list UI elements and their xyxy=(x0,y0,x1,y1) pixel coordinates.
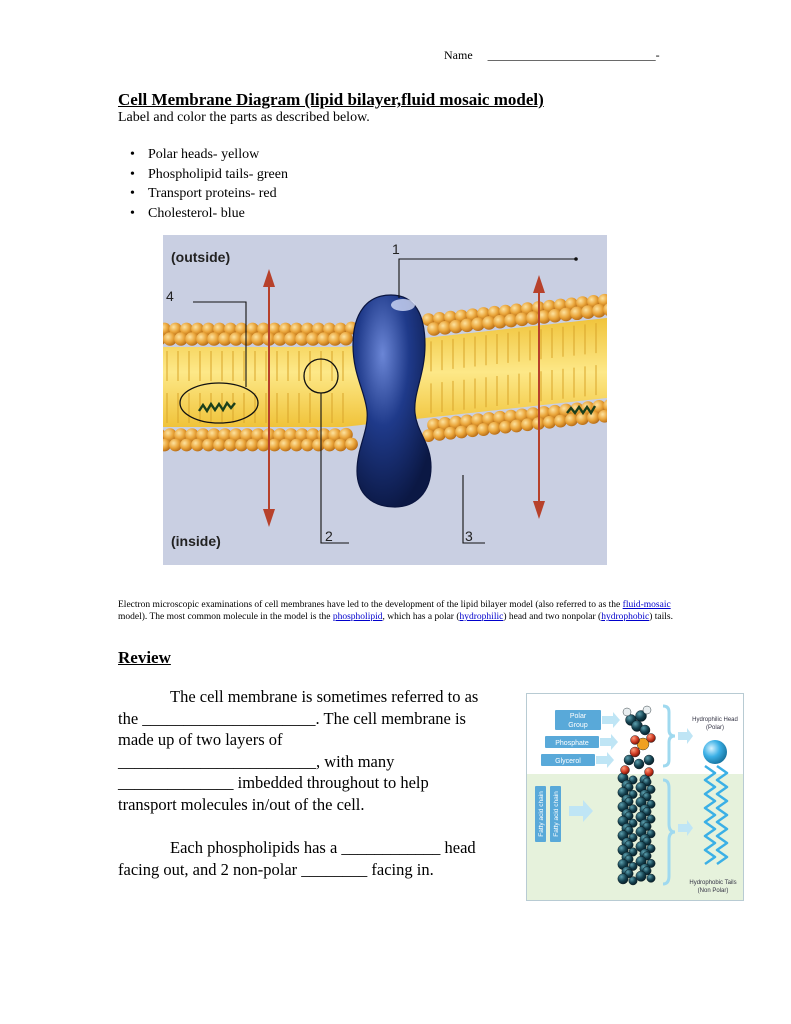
atom xyxy=(647,874,655,882)
name-line xyxy=(444,48,660,63)
caption-paragraph xyxy=(118,599,678,623)
instructions: Label and color the parts as described below. xyxy=(118,110,370,125)
callout-number-4: 4 xyxy=(166,288,174,304)
glycerol-label xyxy=(541,754,595,766)
review-spacer xyxy=(118,816,518,838)
caption-text: model). The most common molecule in the model is the xyxy=(118,612,333,623)
page-title: Cell Membrane Diagram (lipid bilayer,fluid mosaic model) xyxy=(118,90,544,109)
polar-head xyxy=(279,439,292,452)
atom xyxy=(643,706,651,714)
polar-head xyxy=(312,439,325,452)
atom xyxy=(640,725,650,735)
polar-head xyxy=(554,415,567,428)
atom xyxy=(618,874,628,884)
phospholipid-illustration xyxy=(527,694,743,900)
polar-head xyxy=(466,424,479,437)
hydrophobic-tails-label: Hydrophobic Tails xyxy=(689,880,737,886)
polar-head xyxy=(235,439,248,452)
phospholipid-diagram xyxy=(526,693,744,901)
review-line: Each phospholipids has a ____________ head xyxy=(170,838,476,858)
polar-head xyxy=(202,439,215,452)
atom xyxy=(644,755,654,765)
review-line: ________________________, with many xyxy=(118,751,395,771)
review-line: ______________ imbedded throughout to help xyxy=(118,773,429,793)
membrane-illustration xyxy=(163,235,607,565)
polar-head xyxy=(510,420,523,433)
name-blank: ____________________________- xyxy=(487,48,660,62)
review-text xyxy=(118,686,518,880)
polar-head xyxy=(339,332,353,346)
review-heading: Review xyxy=(118,648,171,667)
svg-text:Fatty acid chain: Fatty acid chain xyxy=(553,791,560,837)
review-line: facing out, and 2 non-polar ________ facing in. xyxy=(118,859,434,879)
atom xyxy=(647,734,656,743)
polar-head xyxy=(290,439,303,452)
svg-text:Glycerol: Glycerol xyxy=(555,758,581,765)
atom xyxy=(645,768,654,777)
name-label: Name xyxy=(444,48,473,62)
polar-head xyxy=(213,439,226,452)
atom xyxy=(621,766,630,775)
polar-head xyxy=(587,411,600,424)
polar-head xyxy=(246,439,259,452)
polar-head xyxy=(521,418,534,431)
hydrophilic-head-sublabel: (Polar) xyxy=(705,725,725,731)
fatty-acid-label-1 xyxy=(535,786,546,842)
list-item: • Phospholipid tails- green xyxy=(118,165,288,185)
callout-number-1: 1 xyxy=(392,241,400,257)
outside-label: (outside) xyxy=(171,249,231,265)
list-item: • Transport proteins- red xyxy=(118,184,288,204)
polar-head xyxy=(444,427,457,440)
hydrophobic-tails-sublabel: (Non Polar) xyxy=(697,888,729,894)
hydrophilic-head-label: Hydrophilic Head xyxy=(692,717,738,723)
polar-head xyxy=(301,439,314,452)
review-line: The cell membrane is sometimes referred to as xyxy=(170,687,479,706)
phosphate-label xyxy=(545,736,599,748)
fatty-acid-label-2 xyxy=(550,786,561,842)
atom xyxy=(631,736,640,745)
polar-head xyxy=(191,439,204,452)
polar-head xyxy=(257,439,270,452)
hydrophilic-head-sphere xyxy=(703,740,727,764)
polar-head xyxy=(543,416,556,429)
svg-text:Group: Group xyxy=(568,722,588,729)
caption-text: , which has a polar ( xyxy=(382,612,460,623)
polar-head xyxy=(477,423,490,436)
review-line: made up of two layers of xyxy=(118,730,283,750)
polar-head xyxy=(224,439,237,452)
callout-number-3: 3 xyxy=(465,528,473,544)
atom xyxy=(623,708,631,716)
polar-head xyxy=(499,421,512,434)
review-line: transport molecules in/out of the cell. xyxy=(118,794,365,814)
callout-dot-1 xyxy=(574,257,578,261)
svg-text:Fatty acid chain: Fatty acid chain xyxy=(538,791,545,837)
link-phospholipid[interactable]: phospholipid xyxy=(332,612,383,623)
polar-head xyxy=(433,428,446,441)
polar-head xyxy=(323,439,336,452)
inside-label: (inside) xyxy=(171,533,221,549)
color-key-list xyxy=(118,145,288,223)
caption-text: ) head and two nonpolar ( xyxy=(503,612,602,623)
polar-head xyxy=(180,439,193,452)
membrane-diagram xyxy=(163,235,607,565)
link-hydrophobic[interactable]: hydrophobic xyxy=(601,612,650,623)
review-line: the _____________________. The cell membrane is xyxy=(118,708,466,728)
link-fluid-mosaic[interactable]: fluid-mosaic xyxy=(622,600,671,610)
callout-number-2: 2 xyxy=(325,528,333,544)
atom xyxy=(634,759,644,769)
list-item: • Polar heads- yellow xyxy=(118,145,288,165)
polar-group-label xyxy=(555,710,601,730)
polar-head xyxy=(268,439,281,452)
polar-head xyxy=(169,439,182,452)
svg-text:Polar: Polar xyxy=(569,713,587,720)
polar-head xyxy=(455,426,468,439)
atom xyxy=(636,871,646,881)
protein-highlight xyxy=(391,299,415,311)
polar-head xyxy=(334,439,347,452)
list-item: • Cholesterol- blue xyxy=(118,204,288,224)
polar-head xyxy=(345,438,358,451)
atom xyxy=(630,747,640,757)
link-hydrophilic[interactable]: hydrophilic xyxy=(459,612,504,623)
svg-text:Phosphate: Phosphate xyxy=(555,740,589,747)
polar-head xyxy=(565,413,578,426)
caption-text: ) tails. xyxy=(649,612,673,623)
caption-text: Electron microscopic examinations of cell membranes have led to the development of the lipid bilayer model (also referred to as the xyxy=(118,600,623,610)
polar-head xyxy=(488,422,501,435)
